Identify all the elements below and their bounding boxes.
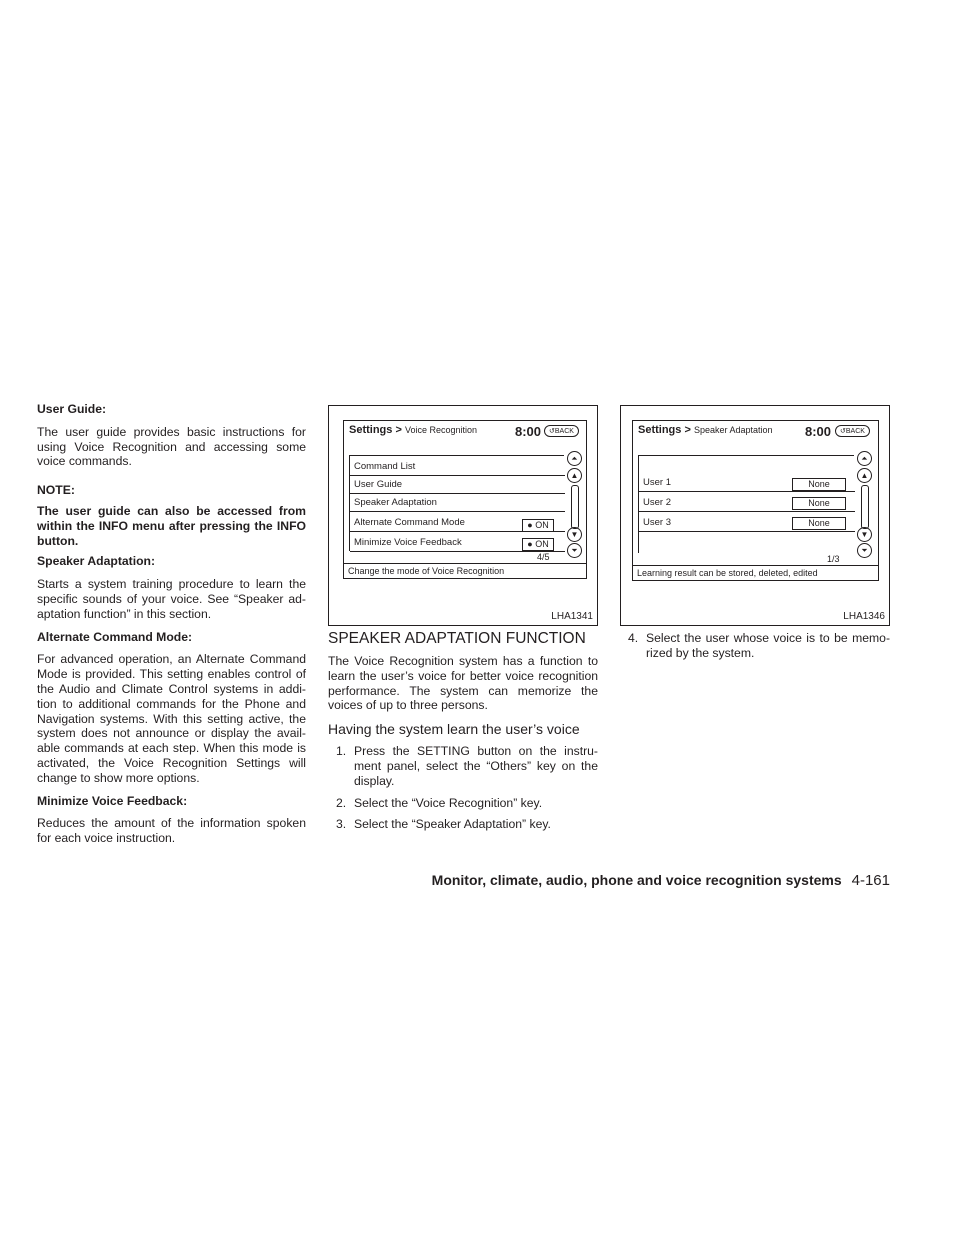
back-button[interactable]: ↺BACK xyxy=(835,425,870,437)
minimize-feedback-toggle[interactable]: ● ON xyxy=(522,538,554,551)
figure-speaker-adaptation xyxy=(620,405,890,626)
menu-item-user-guide[interactable]: User Guide xyxy=(350,476,565,494)
user-list xyxy=(638,455,854,553)
user-1-value[interactable]: None xyxy=(792,478,846,491)
page-footer xyxy=(432,872,890,889)
screen-status: Learning result can be stored, deleted, edited xyxy=(633,565,878,580)
menu-item-speaker-adaptation[interactable]: Speaker Adaptation xyxy=(350,494,565,512)
user-row-3[interactable]: User 3 xyxy=(639,514,855,532)
scroll-bottom-icon[interactable]: ⏷ xyxy=(567,543,582,558)
clock: 8:00 xyxy=(515,424,542,439)
list-item: 4. Select the user whose voice is to be memo-rized by the system. xyxy=(628,631,890,660)
scroll-down-icon[interactable]: ▼ xyxy=(567,527,582,542)
figure-voice-recognition xyxy=(328,405,598,626)
scroll-up-icon[interactable]: ▲ xyxy=(857,468,872,483)
speaker-adaptation-heading: Speaker Adaptation: xyxy=(37,554,156,569)
screen-status: Change the mode of Voice Recognition xyxy=(344,563,586,578)
screen-speaker-adaptation xyxy=(632,420,879,581)
scrollbar[interactable] xyxy=(861,485,869,529)
user-guide-heading: User Guide: xyxy=(37,402,107,416)
user-2-value[interactable]: None xyxy=(792,497,846,510)
page-indicator: 4/5 xyxy=(537,552,550,562)
screen-title: Settings > Speaker Adaptation xyxy=(638,424,773,436)
scrollbar[interactable] xyxy=(571,485,579,529)
menu-item-alternate-command-mode[interactable]: Alternate Command Mode xyxy=(350,514,565,532)
chapter-title: Monitor, climate, audio, phone and voice recognition systems xyxy=(431,872,842,888)
figure-code: LHA1346 xyxy=(843,611,885,622)
scroll-top-icon[interactable]: ⏶ xyxy=(857,451,872,466)
menu-list xyxy=(349,455,564,551)
section-intro: The Voice Recognition system has a function to learn the user’s voice for better voice recognition performance. The system can memorize the voices of up to three persons. xyxy=(328,654,598,713)
list-item: 1. Press the SETTING button on the instru-ment panel, select the “Others” key on the display. xyxy=(336,744,598,788)
note-heading: NOTE: xyxy=(37,483,75,498)
scroll-bottom-icon[interactable]: ⏷ xyxy=(857,543,872,558)
user-guide-text: The user guide provides basic instructions for using Voice Recognition and accessing some voice commands. xyxy=(37,424,306,469)
minimize-feedback-text: Reduces the amount of the information spoken for each voice instruction. xyxy=(37,816,306,846)
list-item: 3. Select the “Speaker Adaptation” key. xyxy=(336,817,551,832)
minimize-feedback-heading: Minimize Voice Feedback: xyxy=(37,793,188,808)
page-number: 4-161 xyxy=(851,872,890,889)
page-indicator: 1/3 xyxy=(827,554,840,564)
menu-item-minimize-voice-feedback[interactable]: Minimize Voice Feedback xyxy=(350,534,565,552)
figure-code: LHA1341 xyxy=(551,611,593,622)
scroll-up-icon[interactable]: ▲ xyxy=(567,468,582,483)
right-column xyxy=(620,631,890,668)
left-column xyxy=(37,402,306,854)
note-text: The user guide can also be accessed from within the INFO menu after pressing the INFO button. xyxy=(37,503,306,548)
scroll-top-icon[interactable]: ⏶ xyxy=(567,451,582,466)
screen-title: Settings > Voice Recognition xyxy=(349,424,477,436)
clock: 8:00 xyxy=(805,424,832,439)
steps-list-continued xyxy=(620,631,890,661)
menu-item-command-list[interactable]: Command List xyxy=(350,458,565,476)
steps-list xyxy=(328,744,598,832)
user-row-1[interactable]: User 1 xyxy=(639,474,855,492)
user-3-value[interactable]: None xyxy=(792,517,846,530)
alternate-mode-toggle[interactable]: ● ON xyxy=(522,519,554,532)
subsection-heading: Having the system learn the user’s voice xyxy=(328,721,580,738)
alternate-command-heading: Alternate Command Mode: xyxy=(37,629,193,644)
back-button[interactable]: ↺BACK xyxy=(544,425,579,437)
user-row-2[interactable]: User 2 xyxy=(639,494,855,512)
screen-voice-recognition xyxy=(343,420,587,579)
middle-column xyxy=(328,620,598,839)
section-heading: SPEAKER ADAPTATION FUNCTION xyxy=(328,630,586,647)
speaker-adaptation-text: Starts a system training procedure to learn the specific sounds of your voice. See “Speaker ad-aptation function” in this section. xyxy=(37,577,306,621)
alternate-command-text: For advanced operation, an Alternate Command Mode is provided. This setting enables control of the Audio and Climate Control systems in addi-tion to additional commands for the Phone and Navigation systems. With this setting active, the system does not announce or display the avail-able commands at each step. When this mode is activated, the Voice Recognition Settings will change to show more options. xyxy=(37,652,306,785)
scroll-down-icon[interactable]: ▼ xyxy=(857,527,872,542)
list-item: 2. Select the “Voice Recognition” key. xyxy=(336,795,543,810)
